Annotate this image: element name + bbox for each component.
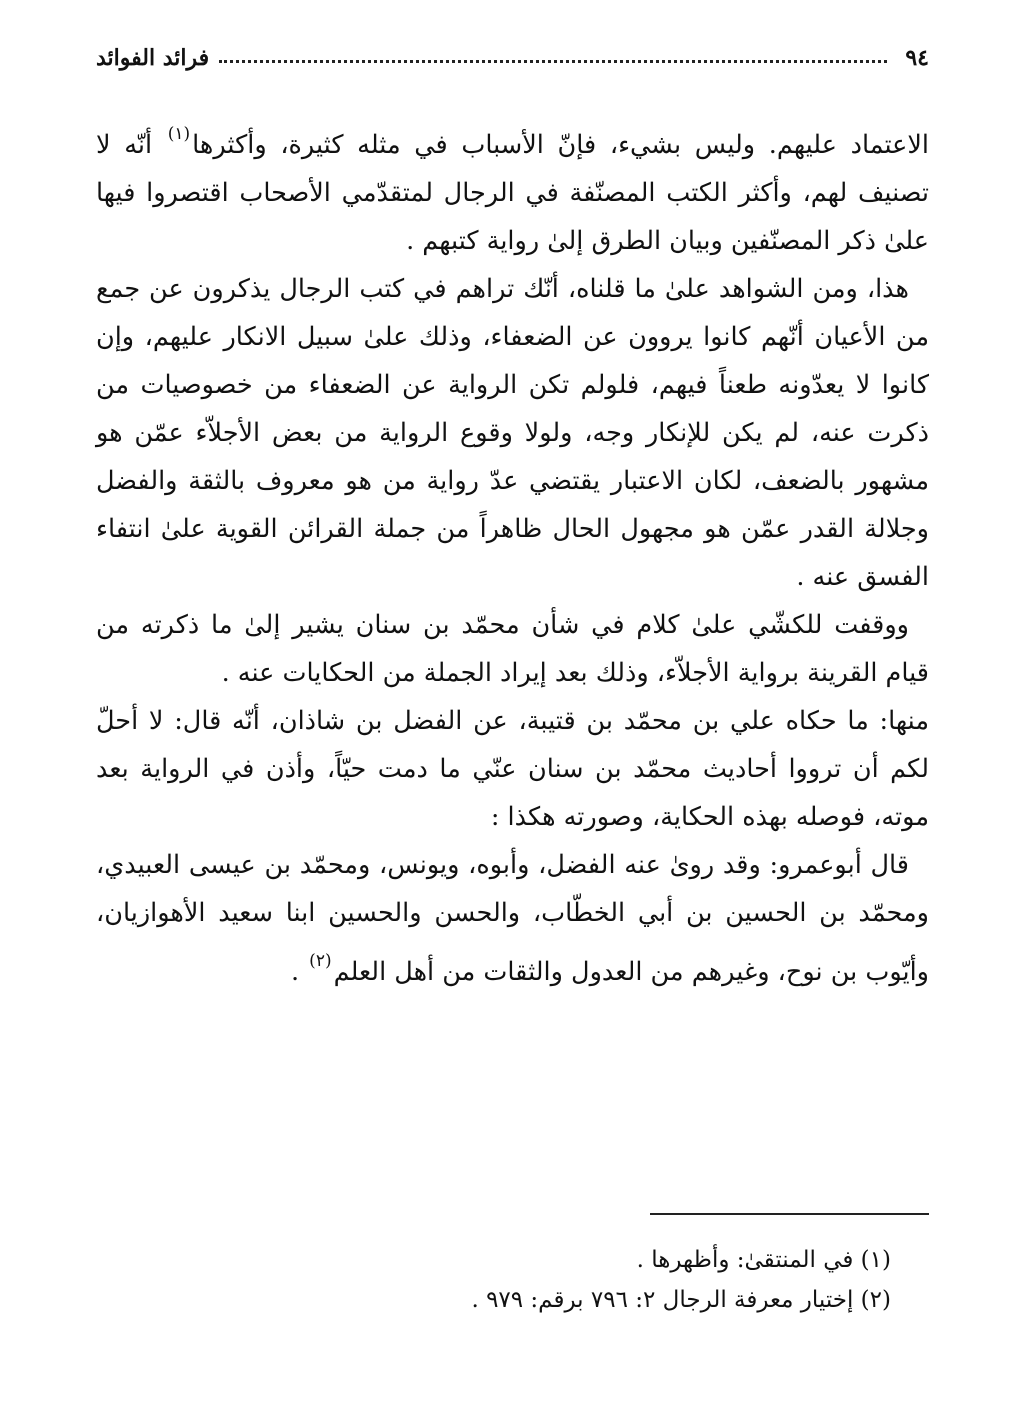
paragraph-5-text: قال أبوعمرو: وقد روىٰ عنه الفضل، وأبوه، ويونس، ومحمّد بن عيسى العبيدي، ومحمّد بن الحسين بن أبي الخطّاب، والحسن والحسين ابنا سعيد الأهوازيان، وأيّوب بن نوح، وغيرهم من العدول والثقات من أهل العلم (96, 850, 929, 987)
paragraph-4: منها: ما حكاه علي بن محمّد بن قتيبة، عن الفضل بن شاذان، أنّه قال: لا أحلّ لكم أن ترووا أحاديث محمّد بن سنان عنّي ما دمت حيّاً، وأذن في الرواية بعد موته، فوصله بهذه الحكاية، وصورته هكذا : (96, 706, 929, 832)
paragraph-1 (96, 110, 929, 265)
footnote-ref-2: (٢) (309, 951, 332, 971)
footnote-2: (٢) إختيار معرفة الرجال ٢: ٧٩٦ برقم: ٩٧٩ . (471, 1287, 891, 1313)
footnote-ref-1: (١) (167, 124, 191, 144)
footnotes (96, 1240, 891, 1320)
paragraph-5 (96, 841, 929, 996)
book-title: فرائد الفوائد (96, 45, 210, 71)
main-text (96, 110, 929, 996)
page-number: ٩٤ (905, 45, 929, 71)
paragraph-1-rest: أنّه لا تصنيف لهم، وأكثر الكتب المصنّفة في الرجال لمتقدّمي الأصحاب اقتصروا فيها علىٰ ذكر المصنّفين وبيان الطرق إلىٰ رواية كتبهم . (96, 130, 929, 256)
paragraph-2: هذا، ومن الشواهد علىٰ ما قلناه، أنّك تراهم في كتب الرجال يذكرون عن جمع من الأعيان أنّهم كانوا يروون عن الضعفاء، وذلك علىٰ سبيل الانكار عليهم، وإن كانوا لا يعدّونه طعناً فيهم، فلولم تكن الرواية عن الضعفاء من خصوصيات من ذكرت عنه، لم يكن للإنكار وجه، ولولا وقوع الرواية من بعض الأجلاّء عمّن هو مشهور بالضعف، لكان الاعتبار يقتضي عدّ رواية من هو معروف بالثقة والفضل وجلالة القدر عمّن هو مجهول الحال ظاهراً من جملة القرائن القوية علىٰ انتفاء الفسق عنه . (96, 274, 929, 592)
footnote-1: (١) في المنتقىٰ: وأظهرها . (636, 1247, 891, 1273)
paragraph-1-text: الاعتماد عليهم. وليس بشيء، فإنّ الأسباب في مثله كثيرة، وأكثرها (192, 130, 929, 160)
running-header (96, 38, 929, 78)
footnote-separator (650, 1213, 929, 1215)
paragraph-5-end: . (290, 957, 300, 987)
header-dot-leader (219, 60, 887, 63)
paragraph-3: ووقفت للكشّي علىٰ كلام في شأن محمّد بن سنان يشير إلىٰ ما ذكرته من قيام القرينة برواية الأجلاّء، وذلك بعد إيراد الجملة من الحكايات عنه . (96, 610, 929, 688)
